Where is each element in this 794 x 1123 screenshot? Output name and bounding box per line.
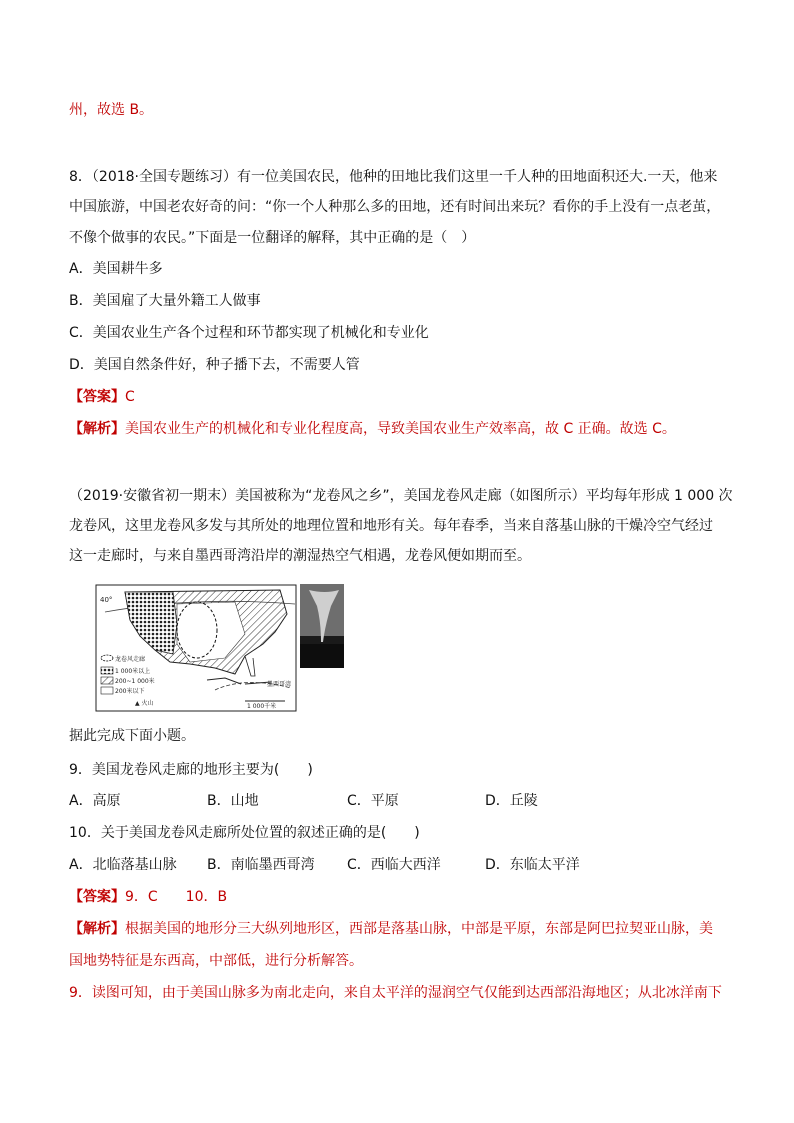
lat-label: 40° [100,596,113,604]
q9-option-d: D．丘陵 [485,793,538,809]
q9-10-answer [69,888,227,906]
analysis-text-3: 9．读图可知，由于美国山脉多为南北走向，来自太平洋的湿润空气仅能到达西部沿海地区；从北冰洋南下 [69,985,722,1001]
us-map-figure [95,584,345,712]
q10-stem: 10．关于美国龙卷风走廊所处位置的叙述正确的是( ) [69,825,420,841]
q8-stem-line-3: 不像个做事的农民。”下面是一位翻译的解释，其中正确的是（ ） [69,230,476,246]
q10-option-b: B．南临墨西哥湾 [207,857,315,873]
q8-option-b: B．美国雇了大量外籍工人做事 [69,293,261,309]
q9-10-analysis [69,920,713,938]
q8-option-c: C．美国农业生产各个过程和环节都实现了机械化和专业化 [69,325,429,341]
q8-stem-line-2: 中国旅游，中国老农好奇的问：“你一个人种那么多的田地，还有时间出来玩？看你的手上没有一点老茧， [69,199,721,215]
q8-option-d: D．美国自然条件好，种子播下去，不需要人管 [69,357,360,373]
answer-value: C [125,389,135,405]
answer-tag: 【答案】 [69,889,125,905]
analysis-tag: 【解析】 [69,921,125,937]
passage-line-1: （2019·安徽省初一期末）美国被称为“龙卷风之乡”，美国龙卷风走廊（如图所示）平均每年形成 1 000 次 [69,488,733,504]
tornado-photo [300,584,344,668]
passage-line-3: 这一走廊时，与来自墨西哥湾沿岸的潮湿热空气相遇，龙卷风便如期而至。 [69,548,531,564]
legend-mid: 200~1 000米 [115,678,155,685]
scale-label: 1 000千米 [247,703,277,710]
legend-low: 200米以下 [115,688,145,695]
q8-option-a: A．美国耕牛多 [69,261,163,277]
analysis-text-2: 国地势特征是东西高，中部低，进行分析解答。 [69,953,363,969]
legend-volcano: ▲ 火山 [135,700,154,707]
q9-option-b: B．山地 [207,793,259,809]
answer-tag: 【答案】 [69,389,125,405]
q10-option-c: C．西临大西洋 [347,857,441,873]
q10-option-d: D．东临太平洋 [485,857,580,873]
continued-answer: 州，故选 B。 [69,102,154,118]
q10-option-a: A．北临落基山脉 [69,857,177,873]
q8-stem-line-1: 8．（2018·全国专题练习）有一位美国农民，他种的田地比我们这里一千人种的田地面积还大.一天，他来 [69,169,718,185]
instruction: 据此完成下面小题。 [69,728,195,744]
analysis-text-1: 根据美国的地形分三大纵列地形区，西部是落基山脉，中部是平原，东部是阿巴拉契亚山脉，美 [125,921,713,937]
q8-answer [69,388,135,406]
q9-option-c: C．平原 [347,793,399,809]
legend-corridor: 龙卷风走廊 [115,656,146,663]
q8-analysis [69,420,676,438]
analysis-tag: 【解析】 [69,421,125,437]
legend-high: 1 000米以上 [115,668,151,675]
q9-option-a: A．高原 [69,793,121,809]
passage-line-2: 龙卷风，这里龙卷风多发与其所处的地理位置和地形有关。每年春季，当来自落基山脉的干燥冷空气经过 [69,518,713,534]
answer-value: 9．C 10．B [125,889,228,905]
tornado-alley-figure [95,584,345,712]
current-label: 墨西哥湾 [267,681,292,688]
q9-stem: 9．美国龙卷风走廊的地形主要为( ) [69,762,313,778]
analysis-text: 美国农业生产的机械化和专业化程度高，导致美国农业生产效率高，故 C 正确。故选 C。 [125,421,676,437]
